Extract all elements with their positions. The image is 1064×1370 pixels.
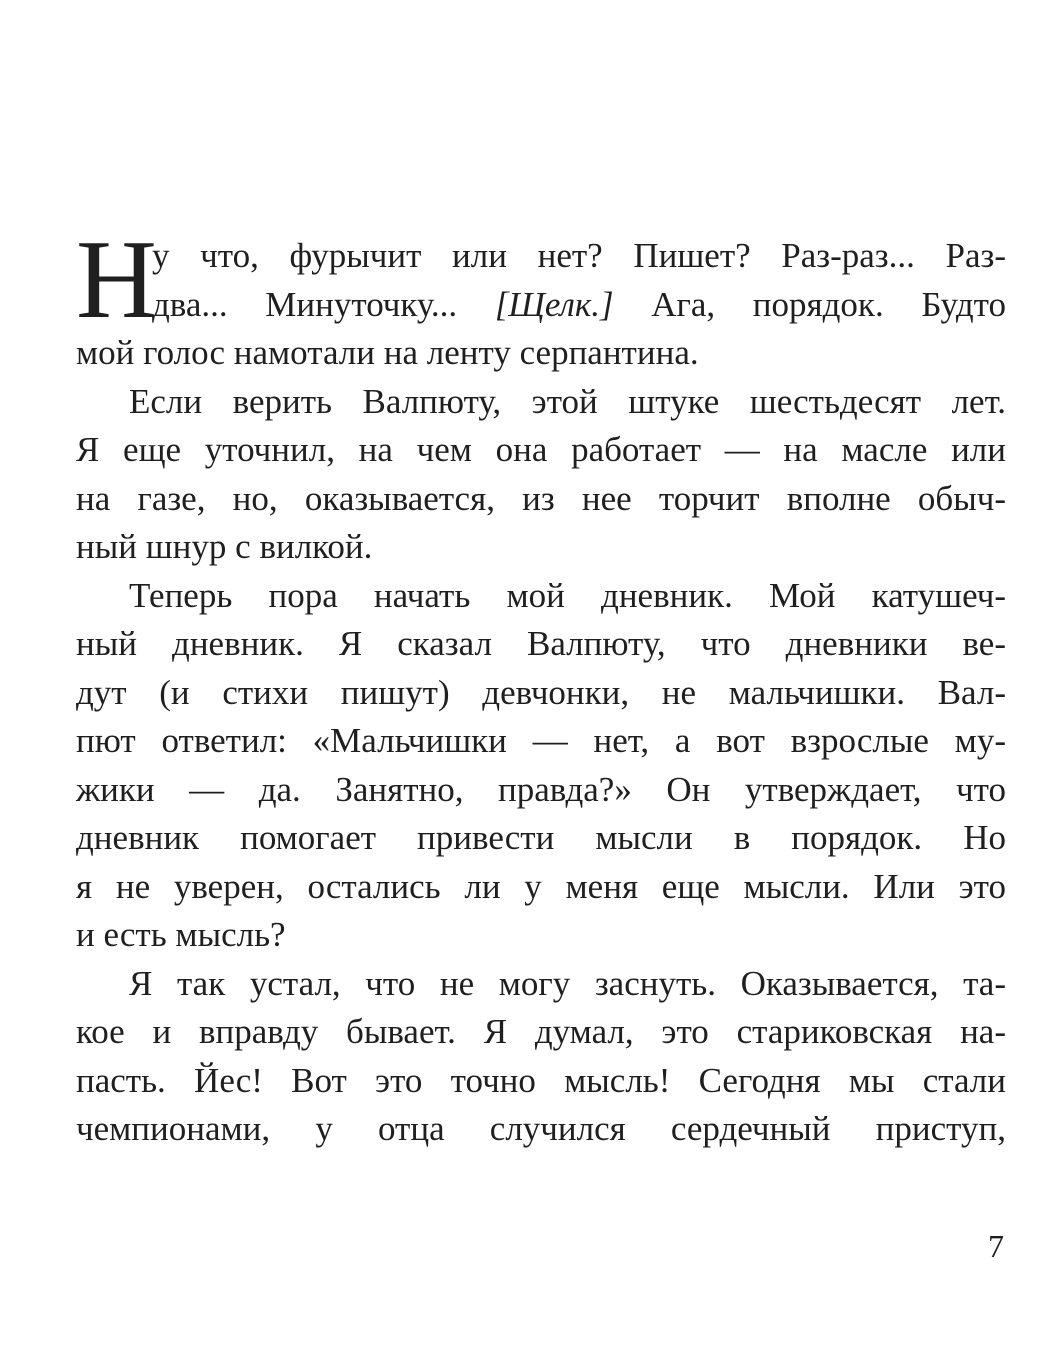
text-line: Я так устал, что не могу заснуть. Оказывается, та- (129, 963, 1006, 1003)
text-line: на газе, но, оказывается, из нее торчит вполне обыч- (76, 478, 1006, 518)
text-line: мой голос намотали на ленту серпантина. (76, 333, 699, 372)
text-line: кое и вправду бывает. Я думал, это стариковская на- (76, 1012, 1006, 1051)
paragraph-3 (76, 572, 1006, 960)
text-line: Если верить Валпюту, этой штуке шестьдесят лет. (129, 381, 1006, 421)
text-line: пют ответил: «Мальчишки — нет, а вот взрослые му- (76, 721, 1006, 760)
text-line: ный шнур с вилкой. (76, 527, 373, 566)
page-number: 7 (988, 1228, 1004, 1264)
text-line: жики — да. Занятно, правда?» Он утверждает, что (76, 769, 1006, 809)
text-line: чемпионами, у отца случился сердечный приступ, (76, 1109, 1006, 1148)
drop-cap: Н (76, 218, 157, 342)
text-line: дут (и стихи пишут) девчонки, не мальчишки. Вал- (76, 672, 1006, 712)
text-line: дневник помогает привести мысли в порядок. Но (76, 818, 1006, 857)
italic-fragment: [Щелк.] (494, 284, 614, 324)
text-line: ный дневник. Я сказал Валпюту, что дневники ве- (76, 624, 1006, 663)
text-fragment: Ага, порядок. Будто (613, 284, 1006, 324)
body-text (76, 218, 1006, 1154)
paragraph-1 (76, 218, 1006, 378)
paragraph-4 (76, 960, 1006, 1154)
text-line: пасть. Йес! Вот это точно мысль! Сегодня мы стали (76, 1060, 1006, 1100)
text-line: и есть мысль? (76, 915, 286, 954)
text-line: у что, фурычит или нет? Пишет? Раз-раз... Раз- (152, 236, 1006, 275)
text-line: Я еще уточнил, на чем она работает — на масле или (76, 430, 1006, 469)
text-line: я не уверен, остались ли у меня еще мысли. Или это (76, 866, 1006, 906)
text-fragment: два... Минуточку... (152, 284, 458, 324)
text-line (76, 281, 1006, 330)
paragraph-2 (76, 378, 1006, 572)
text-line: Теперь пора начать мой дневник. Мой катушеч- (129, 575, 1006, 615)
